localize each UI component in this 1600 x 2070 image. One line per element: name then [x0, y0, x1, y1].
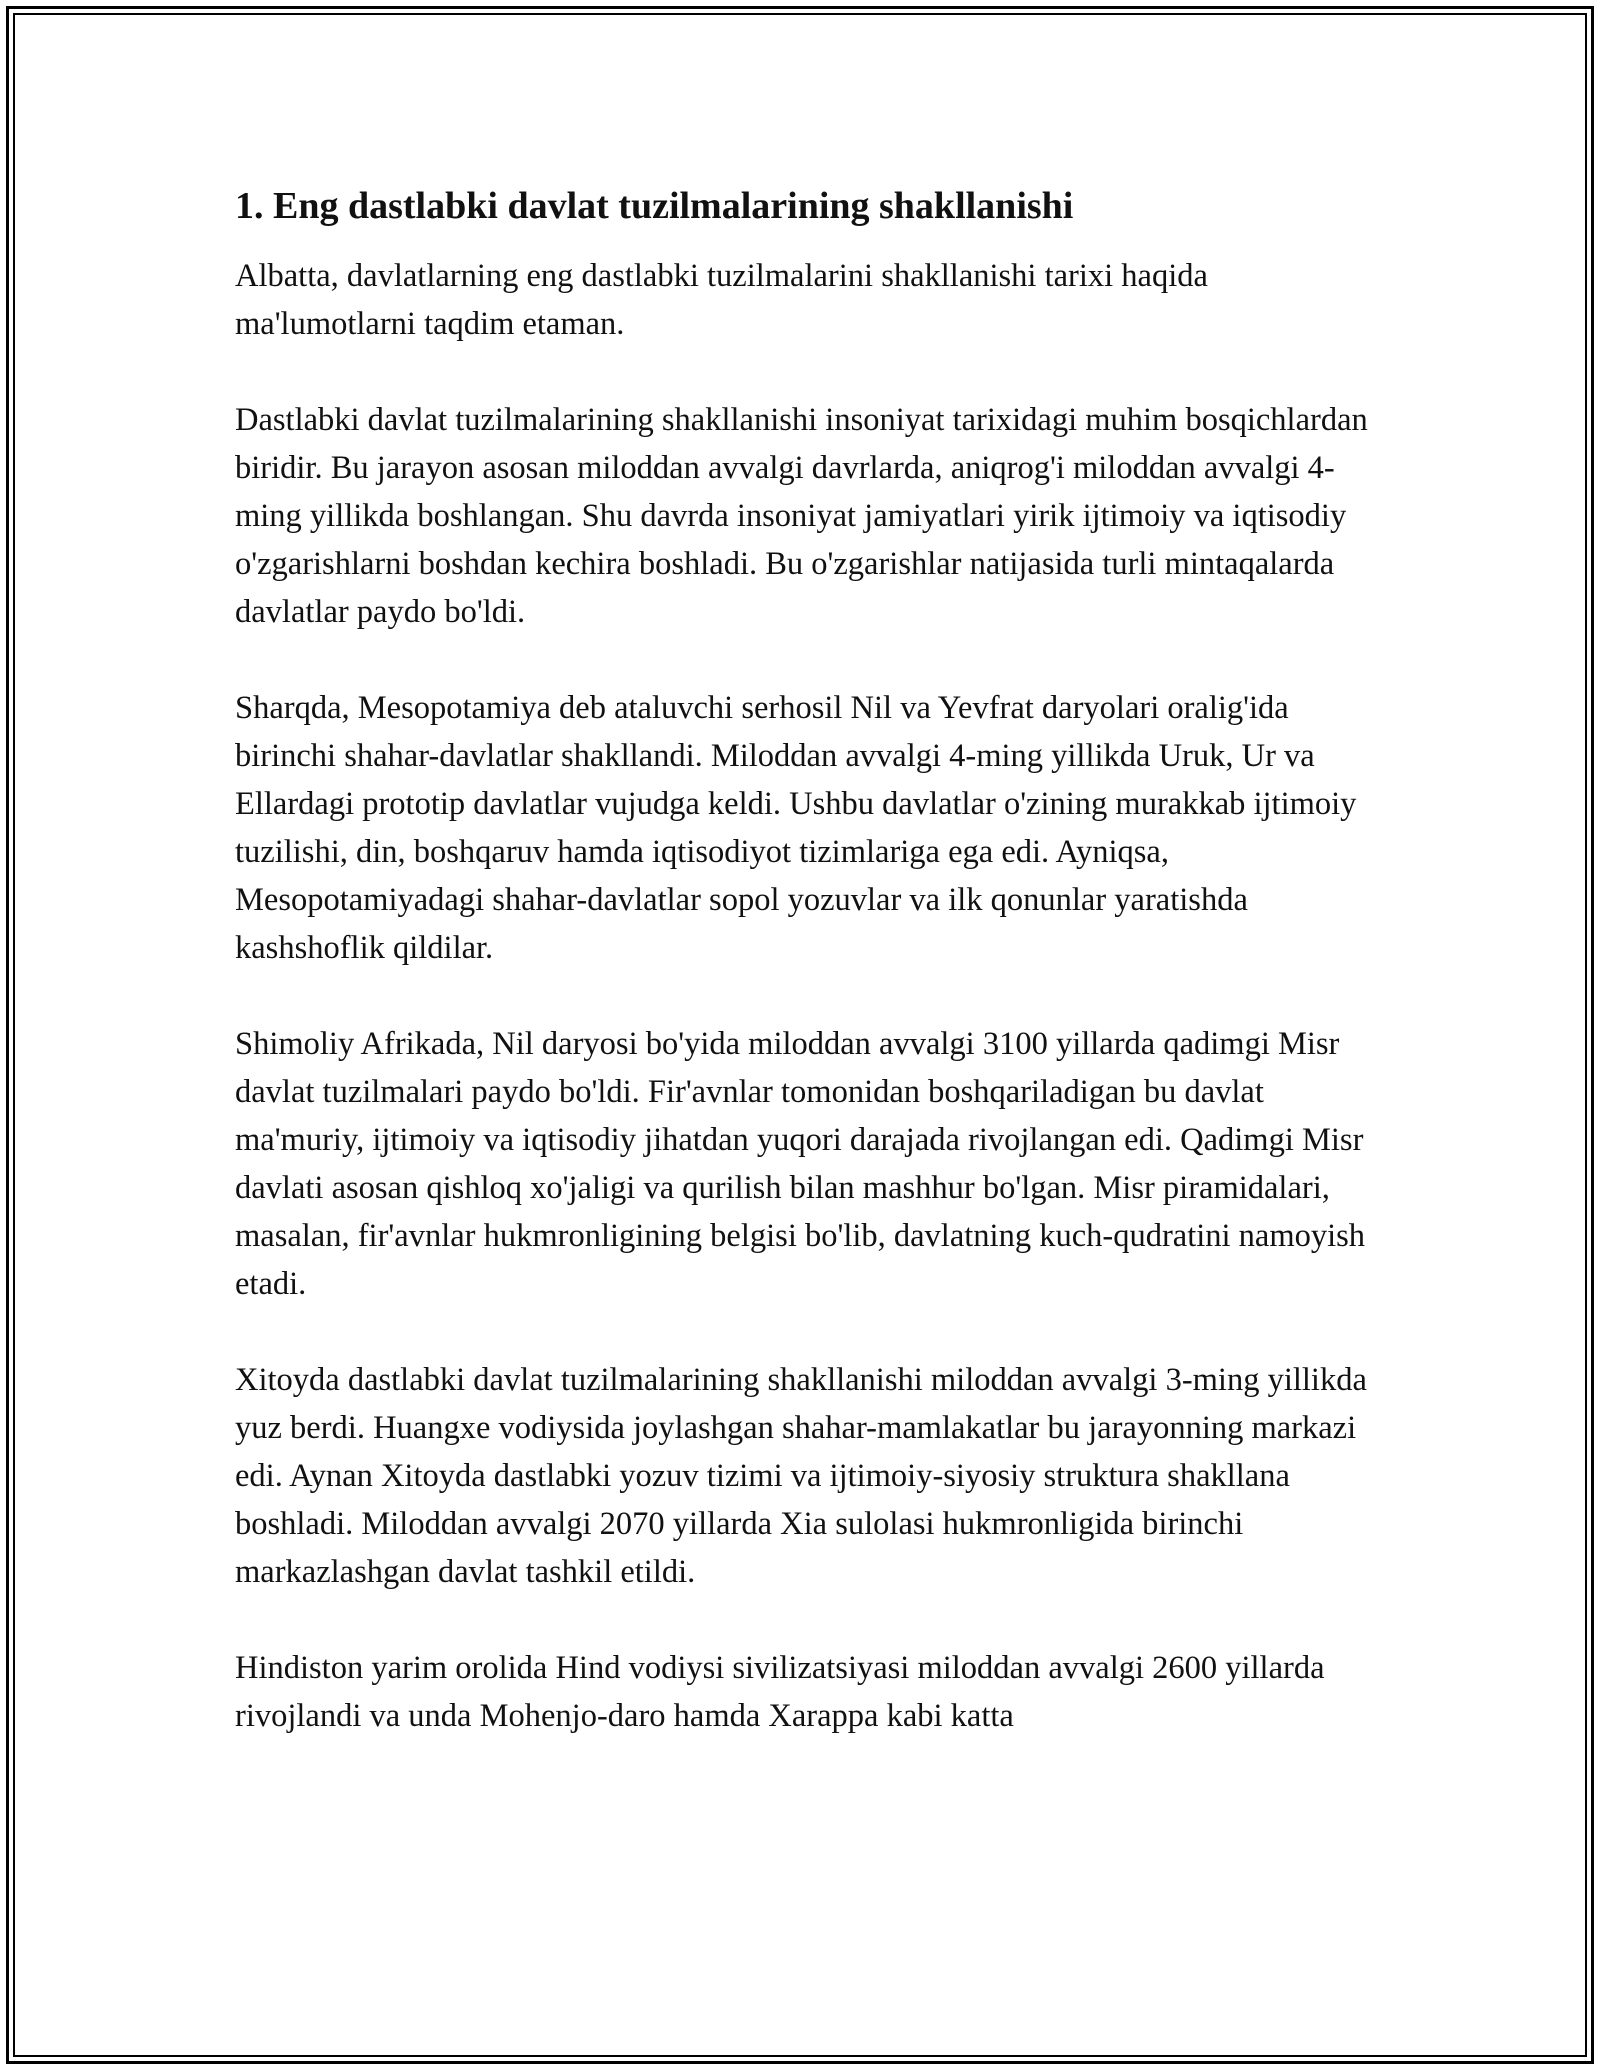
paragraph-egypt: Shimoliy Afrikada, Nil daryosi bo'yida miloddan avvalgi 3100 yillarda qadimgi Misr davlat tuzilmalari paydo bo'ldi. Fir'avnlar tomonidan boshqariladigan bu davlat ma'muriy, ijtimoiy va iqtisodiy jihatdan yuqori darajada rivojlangan edi. Qadimgi Misr davlati asosan qishloq xo'jaligi va qurilish bilan mashhur bo'lgan. Misr piramidalari, masalan, fir'avnlar hukmronligining belgisi bo'lib, davlatning kuch-qudratini namoyish etadi.	[235, 1026, 1366, 1302]
paragraph-intro: Albatta, davlatlarning eng dastlabki tuzilmalarini shakllanishi tarixi haqida ma'lumotlarni taqdim etaman.	[235, 258, 1208, 342]
paragraph-mesopotamia: Sharqda, Mesopotamiya deb ataluvchi serhosil Nil va Yevfrat daryolari oralig'ida birinchi shahar-davlatlar shakllandi. Miloddan avvalgi 4-ming yillikda Uruk, Ur va Ellardagi prototip davlatlar vujudga keldi. Ushbu davlatlar o'zining murakkab ijtimoiy tuzilishi, din, boshqaruv hamda iqtisodiyot tizimlariga ega edi. Ayniqsa, Mesopotamiyadagi shahar-davlatlar sopol yozuvlar va ilk qonunlar yaratishda kashshoflik qildilar.	[235, 690, 1357, 966]
paragraph-china: Xitoyda dastlabki davlat tuzilmalarining shakllanishi miloddan avvalgi 3-ming yillikda yuz berdi. Huangxe vodiysida joylashgan shahar-mamlakatlar bu jarayonning markazi edi. Aynan Xitoyda dastlabki yozuv tizimi va ijtimoiy-siyosiy struktura shakllana boshladi. Miloddan avvalgi 2070 yillarda Xia sulolasi hukmronligida birinchi markazlashgan davlat tashkil etildi.	[235, 1362, 1367, 1590]
paragraph-india: Hindiston yarim orolida Hind vodiysi sivilizatsiyasi miloddan avvalgi 2600 yillarda rivojlandi va unda Mohenjo-daro hamda Xarappa kabi katta	[235, 1650, 1325, 1734]
paragraph-early-states: Dastlabki davlat tuzilmalarining shakllanishi insoniyat tarixidagi muhim bosqichlardan biridir. Bu jarayon asosan miloddan avvalgi davrlarda, aniqrog'i miloddan avvalgi 4-ming yillikda boshlangan. Shu davrda insoniyat jamiyatlari yirik ijtimoiy va iqtisodiy o'zgarishlarni boshdan kechira boshladi. Bu o'zgarishlar natijasida turli mintaqalarda davlatlar paydo bo'ldi.	[235, 402, 1368, 630]
document-body	[235, 182, 1385, 1740]
section-heading: 1. Eng dastlabki davlat tuzilmalarining shakllanishi	[235, 185, 1074, 227]
